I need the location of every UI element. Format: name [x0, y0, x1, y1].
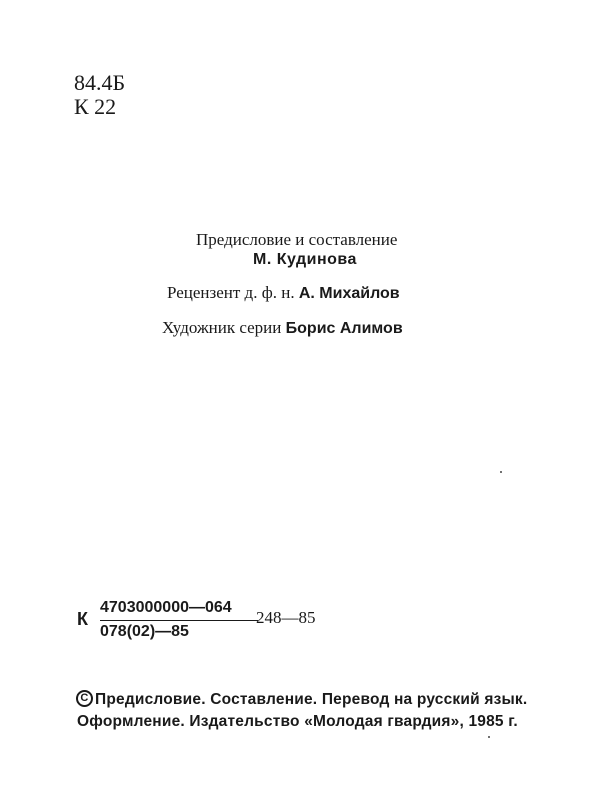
code-numerator: 4703000000—064	[100, 599, 232, 616]
fraction-rule	[100, 620, 258, 621]
artist-name: Борис Алимов	[285, 320, 403, 337]
artist-label: Художник серии	[162, 318, 282, 337]
library-classification: 84.4Б	[74, 70, 126, 95]
copyright-line-1: Предисловие. Составление. Перевод на русский язык.	[95, 691, 528, 708]
copyright-line-2: Оформление. Издательство «Молодая гвардия», 1985 г.	[77, 713, 518, 730]
code-denominator: 078(02)—85	[100, 623, 189, 640]
preface-label: Предисловие и составление	[196, 230, 398, 249]
author-mark: К 22	[74, 94, 117, 119]
artist-line	[162, 318, 403, 339]
code-letter: К	[77, 609, 88, 629]
reviewer-line	[167, 283, 400, 304]
preface-name: М. Кудинова	[253, 251, 357, 268]
reviewer-name: А. Михайлов	[298, 285, 400, 302]
print-speck	[500, 471, 502, 473]
code-suffix: 248—85	[256, 608, 316, 627]
copyright-icon: C	[76, 690, 93, 707]
reviewer-label: Рецензент д. ф. н.	[167, 283, 295, 302]
print-speck	[488, 736, 490, 738]
